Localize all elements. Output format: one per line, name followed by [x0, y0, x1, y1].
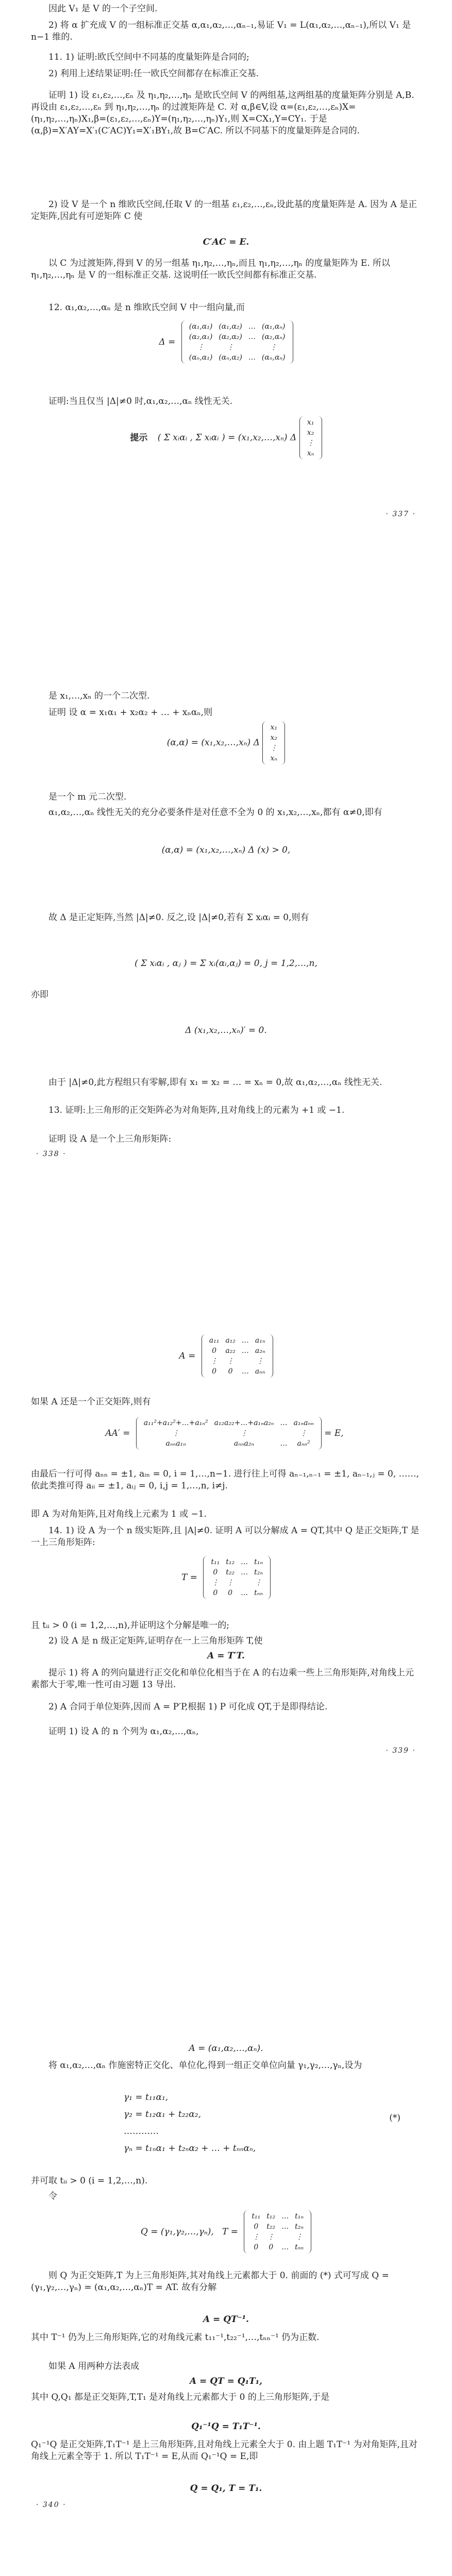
text-line: Q₁⁻¹Q 是正交矩阵,T₁T⁻¹ 是上三角形矩阵,且对角线上元素全大于 0. 由上题 T₁T⁻¹ 为对角矩阵,且对角线上元素全等于 1. 所以 T₁T⁻¹ = E,从而 Q₁⁻¹Q = E,即: [31, 2439, 417, 2462]
matrix-cell: ⋮: [267, 2233, 275, 2241]
matrix-cell: 0: [213, 1589, 218, 1597]
text-line: 证明:当且仅当 |Δ|≠0 时,α₁,α₂,…,αₙ 线性无关.: [48, 396, 233, 406]
page-337: [0, 0, 452, 649]
text-line: 2) 利用上述结果证明:任一欧氏空间都存在标准正交基.: [48, 69, 259, 79]
matrix-cell: ⋮: [252, 2233, 260, 2241]
text-line: 2) A 合同于单位矩阵,因而 A = P′P,根据 1) P 可化成 QT,于是即得结论.: [48, 1702, 328, 1712]
vector-x: [262, 721, 285, 765]
matrix-cell: …: [241, 1558, 248, 1566]
proof-paragraph: 证明 1) 设 ε₁,ε₂,…,εₙ 及 η₁,η₂,…,ηₙ 是欧氏空间 V 的两组基,这两组基的度量矩阵分别是 A,B. 再设由 ε₁,ε₂,…,εₙ 到 η₁,η₂,…,ηₙ 的过渡矩阵是 C. 对 α,β∈V,设 α=(ε₁,ε₂,…,εₙ)X=(η₁,η₂,…,ηₙ)X₁,β=(ε₁,ε₂,…,εₙ)Y=(η₁,η₂,…,ηₙ)Y₁,则 X=CX₁,Y=CY₁. 于是 (α,β)=X′AY=X′₁(C′AC)Y₁=X′₁BY₁,故 B=C′AC. 所以不同基下的度量矩阵是合同的.: [31, 90, 414, 136]
text-line: 由于 |Δ|≠0,此方程组只有零解,即有 x₁ = x₂ = … = xₙ = 0,故 α₁,α₂,…,αₙ 线性无关.: [48, 1077, 382, 1088]
equation-sum: ( Σ xᵢαᵢ , αⱼ ) = Σ xᵢ(αᵢ,αⱼ) = 0, j = 1,2,…,n,: [135, 958, 317, 969]
matrix-cell: ⋮: [226, 1579, 234, 1587]
matrix-cell: a₁₂a₂₂+…+a₁ₙa₂ₙ: [214, 1419, 274, 1427]
text-line: 是 x₁,…,xₙ 的一个二次型.: [48, 691, 150, 701]
equation-aa: (α,α) = (x₁,x₂,…,xₙ) Δ x₁ x₂ ⋮ xₙ: [31, 721, 421, 765]
text-line: 故 Δ 是正定矩阵,当然 |Δ|≠0. 反之,设 |Δ|≠0,若有 Σ xᵢαᵢ = 0,则有: [48, 912, 309, 923]
matrix-cell: …: [241, 1336, 249, 1345]
matrix-cell: 0: [228, 1367, 233, 1376]
page-number: · 339 ·: [386, 1747, 416, 1755]
matrix-cell: aₙₙ²: [297, 1439, 310, 1448]
text-line: 因此 V₁ 是 V 的一个子空间.: [48, 4, 158, 14]
text-line: 其中 T⁻¹ 仍为上三角形矩阵,它的对角线元素 t₁₁⁻¹,t₂₂⁻¹,…,tₙₙ⁻¹ 仍为正数.: [31, 2332, 320, 2343]
equation-tag: (*): [389, 2113, 400, 2123]
page-339: [0, 1314, 452, 1932]
matrix-cell: …: [281, 2212, 289, 2221]
matrix-cell: (α₂,α₂): [219, 333, 242, 341]
text-line: 如果 A 还是一个正交矩阵,则有: [31, 1397, 151, 1407]
matrix-cell: ⋮: [300, 1429, 308, 1437]
matrix-cell: tₙₙ: [254, 1589, 263, 1597]
matrix-cell: x₁: [270, 723, 278, 732]
matrix-cell: t₂ₙ: [295, 2223, 304, 2231]
page-number: · 337 ·: [386, 510, 416, 518]
matrix-cell: …: [281, 2243, 289, 2251]
t-matrix: [203, 1556, 271, 1599]
matrix-cell: xₙ: [270, 754, 278, 762]
matrix-cell: …: [248, 333, 256, 341]
matrix-cell: aₙₙ: [255, 1367, 265, 1376]
aa-matrix: [136, 1417, 322, 1450]
page-number: · 340 ·: [36, 2501, 66, 2509]
matrix-cell: [277, 1428, 290, 1438]
text-line: 证明 设 α = x₁α₁ + x₂α₂ + … + xₙαₙ,则: [48, 707, 213, 718]
delta-matrix: [181, 320, 293, 364]
matrix-cell: a₁ₙ: [255, 1336, 265, 1345]
matrix-cell: (α₁,α₂): [219, 323, 242, 331]
matrix-cell: t₂ₙ: [254, 1568, 263, 1577]
matrix-cell: ⋮: [270, 744, 278, 752]
equation-inv: Q₁⁻¹Q = T₁T⁻¹.: [191, 2421, 261, 2432]
matrix-cell: ⋮: [240, 1429, 248, 1437]
matrix-cell: [278, 2232, 292, 2242]
equation-cac: C′AC = E.: [203, 237, 249, 247]
equation-a-cols: A = (α₁,α₂,…,αₙ).: [189, 2043, 263, 2054]
matrix-cell: a₁₂: [225, 1336, 236, 1345]
matrix-cell: ⋮: [270, 343, 277, 351]
page-338: [0, 670, 452, 1288]
matrix-cell: ⋮: [211, 1579, 219, 1587]
matrix-cell: 0: [254, 2223, 259, 2231]
text-line: 将 α₁,α₂,…,αₙ 作施密特正交化、单位化,得到一组正交单位向量 γ₁,γ₂,…,γₙ,设为: [48, 2060, 362, 2071]
qt-block: Q = (γ₁,γ₂,…,γₙ), T = t₁₁ t₁₂ … t₁ₙ 0 t₂₂ … t₂ₙ ⋮ ⋮ ⋮ 0 0 … tₙₙ: [31, 2210, 421, 2253]
hint-vector: [299, 416, 322, 460]
aa-matrix-block: AA′ = a₁₁²+a₁₂²+…+a₁ₙ² a₁₂a₂₂+…+a₁ₙa₂ₙ … a₁ₙaₙₙ ⋮ ⋮ ⋮ aₙₙa₁ₙ aₙₙa₂ₙ … aₙₙ² = E,: [31, 1417, 421, 1450]
text-line: 2) 设 A 是 n 级正定矩阵,证明存在一上三角形矩阵 T,使: [48, 1636, 263, 1646]
matrix-cell: 0: [228, 1589, 233, 1597]
text-line: 是一个 m 元二次型.: [48, 792, 127, 802]
text-line: 证明 设 A 是一个上三角形矩阵:: [48, 1134, 172, 1144]
matrix-cell: t₁₁: [211, 1558, 220, 1566]
matrix-cell: [238, 1578, 251, 1588]
matrix-cell: 0: [254, 2243, 259, 2251]
text-line: 如果 A 用两种方法表成: [48, 2361, 140, 2371]
matrix-cell: x₂: [270, 734, 278, 742]
text-line: 亦即: [31, 990, 48, 1000]
matrix-cell: (α₂,α₁): [189, 333, 213, 341]
matrix-cell: tₙₙ: [295, 2243, 304, 2251]
matrix-cell: (αₙ,α₁): [189, 353, 213, 362]
matrix-cell: ⋮: [307, 439, 314, 447]
matrix-cell: t₁ₙ: [254, 1558, 263, 1566]
hint-formula: ( Σ xᵢαᵢ , Σ xᵢαᵢ ) = (x₁,x₂,…,xₙ) Δ: [157, 432, 297, 443]
matrix-cell: a₁₁²+a₁₂²+…+a₁ₙ²: [143, 1419, 208, 1427]
matrix-cell: …: [280, 1419, 288, 1427]
t-matrix-2: [244, 2210, 311, 2253]
matrix-cell: t₁₁: [252, 2212, 261, 2221]
text-line: 并可取 tᵢᵢ > 0 (i = 1,2,…,n).: [31, 2176, 148, 2186]
matrix-cell: aₙₙa₂ₙ: [233, 1439, 255, 1448]
t-matrix-block: T = t₁₁ t₁₂ … t₁ₙ 0 t₂₂ … t₂ₙ ⋮ ⋮ ⋮ 0 0 … tₙₙ: [31, 1556, 421, 1599]
equation-final: Q = Q₁, T = T₁.: [190, 2483, 262, 2494]
matrix-cell: ⋮: [172, 1429, 180, 1437]
matrix-cell: …: [241, 1589, 248, 1597]
matrix-cell: ⋮: [295, 2233, 303, 2241]
matrix-cell: (α₁,αₙ): [261, 323, 286, 331]
exercise-14: 14. 1) 设 A 为一个 n 级实矩阵,且 |A|≠0. 证明 A 可以分解成 A = QT,其中 Q 是正交矩阵,T 是一上三角形矩阵:: [31, 1526, 420, 1548]
matrix-cell: …: [241, 1367, 249, 1376]
hint-block: [31, 416, 421, 460]
text-line: 以 C 为过渡矩阵,得到 V 的另一组基 η₁,η₂,…,ηₙ,而且 η₁,η₂,…,ηₙ 的度量矩阵为 E. 所以 η₁,η₂,…,ηₙ 是 V 的一组标准正交基. 这说明任一欧氏空间都有标准正交基.: [31, 258, 391, 280]
matrix-cell: t₁₂: [226, 1558, 235, 1566]
gamma-system: γ₁ = t₁₁α₁, γ₂ = t₁₂α₁ + t₂₂α₂, ………… γₙ = t₁ₙα₁ + t₂ₙα₂ + … + tₙₙαₙ, (*): [124, 2092, 400, 2154]
matrix-cell: …: [280, 1439, 288, 1448]
hint-paragraph: 提示 1) 将 A 的列向量进行正交化和单位化相当于在 A 的右边乘一些上三角形矩阵,对角线上元素都大于零,唯一性可由习题 13 导出.: [31, 1668, 414, 1690]
a-matrix-block: A = a₁₁ a₁₂ … a₁ₙ 0 a₂₂ … a₂ₙ ⋮ ⋮ ⋮ 0 0 … aₙₙ: [31, 1334, 421, 1378]
text-line: 即 A 为对角矩阵,且对角线上元素为 1 或 −1.: [31, 1509, 207, 1519]
delta-label: Δ =: [159, 337, 176, 347]
text-line: 2) 设 V 是一个 n 维欧氏空间,任取 V 的一组基 ε₁,ε₂,…,εₙ,设此基的度量矩阵是 A. 因为 A 是正定矩阵,因此有可逆矩阵 C 使: [31, 199, 417, 222]
matrix-cell: …: [241, 1568, 248, 1577]
text-line: α₁,α₂,…,αₙ 线性无关的充分必要条件是对任意不全为 0 的 x₁,x₂,…,xₙ,都有 α≠0,即有: [48, 807, 382, 818]
matrix-cell: x₂: [307, 429, 314, 437]
matrix-cell: 0: [213, 1568, 218, 1577]
matrix-cell: …: [281, 2223, 289, 2231]
text-line: 其中 Q,Q₁ 都是正交矩阵,T,T₁ 是对角线上元素都大于 0 的上三角形矩阵,于是: [31, 2392, 330, 2402]
matrix-cell: t₂₂: [266, 2223, 276, 2231]
matrix-cell: …: [241, 1347, 249, 1355]
matrix-cell: t₁ₙ: [295, 2212, 304, 2221]
page-number: · 338 ·: [36, 1150, 66, 1158]
text-line: 则 Q 为正交矩阵,T 为上三角形矩阵,其对角线上元素都大于 0. 前面的 (*) 式可写成 Q = (γ₁,γ₂,…,γₙ) = (α₁,α₂,…,αₙ)T = AT. 故有分解: [31, 2270, 389, 2293]
matrix-cell: …: [248, 353, 256, 362]
equation-two: A = QT = Q₁T₁,: [189, 2376, 263, 2386]
matrix-cell: 0: [212, 1347, 216, 1355]
exercise-13: 13. 证明:上三角形的正交矩阵必为对角矩阵,且对角线上的元素为 +1 或 −1.: [48, 1105, 345, 1115]
hint-label: 提示: [130, 432, 148, 443]
exercise-12: 12. α₁,α₂,…,αₙ 是 n 维欧氏空间 V 中一组向量,而: [48, 302, 245, 313]
equation-tt: A = T′T.: [207, 1651, 245, 1661]
matrix-cell: (α₁,α₁): [189, 323, 213, 331]
matrix-cell: (αₙ,αₙ): [261, 353, 286, 362]
matrix-cell: ⋮: [256, 1357, 264, 1365]
matrix-cell: x₁: [307, 418, 314, 427]
matrix-cell: a₁₁: [209, 1336, 220, 1345]
exercise-11: 11. 1) 证明:欧氏空间中不同基的度量矩阵是合同的;: [48, 52, 249, 62]
text-line: 2) 将 α 扩充成 V 的一组标准正交基 α,α₁,α₂,…,αₙ₋₁,易证 V₁ = L(α₁,α₂,…,αₙ₋₁),所以 V₁ 是 n−1 维的.: [31, 20, 411, 42]
matrix-cell: 0: [212, 1367, 216, 1376]
matrix-cell: 0: [269, 2243, 274, 2251]
matrix-cell: ⋮: [197, 343, 205, 351]
text-line: 证明 1) 设 A 的 n 个列为 α₁,α₂,…,αₙ,: [48, 1726, 199, 1737]
matrix-cell: t₁₂: [266, 2212, 276, 2221]
matrix-cell: aₙₙa₁ₙ: [165, 1439, 186, 1448]
matrix-cell: t₂₂: [226, 1568, 235, 1577]
page-340: [0, 1994, 452, 2576]
matrix-cell: ⋮: [227, 1357, 235, 1365]
matrix-cell: ⋮: [255, 1579, 262, 1587]
text-line: 令: [48, 2191, 57, 2201]
matrix-cell: (αₙ,α₂): [219, 353, 242, 362]
delta-matrix-block: [31, 320, 421, 364]
matrix-cell: a₂₂: [225, 1347, 236, 1355]
matrix-cell: …: [248, 323, 256, 331]
matrix-cell: [239, 1356, 252, 1366]
matrix-cell: a₁ₙaₙₙ: [293, 1419, 314, 1427]
text-line: 且 tᵢᵢ > 0 (i = 1,2,…,n),并证明这个分解是唯一的;: [31, 1620, 230, 1631]
equation-positive: (α,α) = (x₁,x₂,…,xₙ) Δ (x) > 0,: [161, 845, 291, 855]
matrix-cell: (α₂,αₙ): [261, 333, 286, 341]
matrix-cell: [245, 342, 259, 352]
matrix-cell: ⋮: [227, 343, 235, 351]
equation-zero: Δ (x₁,x₂,…,xₙ)′ = 0.: [185, 1025, 267, 1036]
matrix-cell: xₙ: [307, 449, 314, 457]
matrix-cell: ⋮: [210, 1357, 218, 1365]
equation-a-qt: A = QT⁻¹.: [203, 2314, 249, 2325]
text-line: 由最后一行可得 aₙₙ = ±1, aᵢₙ = 0, i = 1,…,n−1. 进行往上可得 aₙ₋₁,ₙ₋₁ = ±1, aₙ₋₁,ⱼ = 0, ……,依此类推可得 aᵢᵢ = ±1, aᵢⱼ = 0, i,j = 1,…,n, i≠j.: [31, 1469, 420, 1491]
a-matrix: [202, 1334, 273, 1378]
matrix-cell: a₂ₙ: [255, 1347, 265, 1355]
